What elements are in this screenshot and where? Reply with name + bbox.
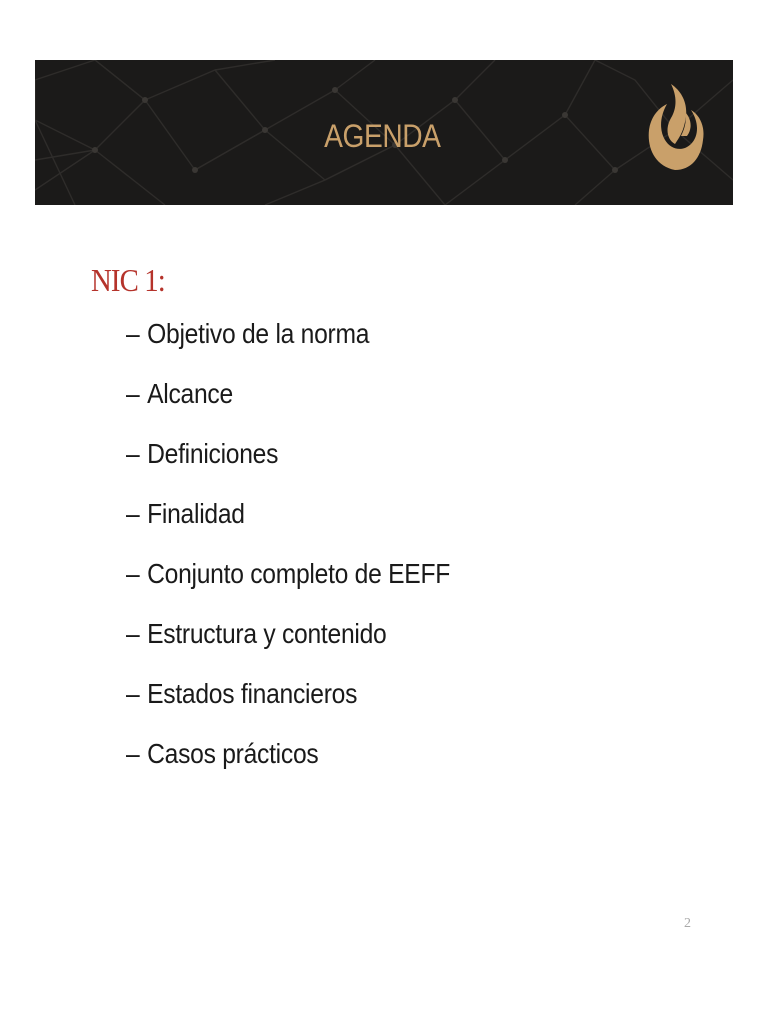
- agenda-item-label: Finalidad: [147, 498, 245, 529]
- page-number: 2: [684, 916, 691, 931]
- page-title: AGENDA: [324, 118, 441, 154]
- agenda-item-label: Estructura y contenido: [147, 618, 387, 649]
- agenda-item: [126, 676, 623, 736]
- agenda-list: [91, 316, 691, 796]
- bullet-dash: –: [126, 438, 140, 469]
- agenda-item-label: Conjunto completo de EEFF: [147, 558, 451, 589]
- agenda-item-label: Definiciones: [147, 438, 279, 469]
- banner-title-wrap: [75, 60, 689, 205]
- bullet-dash: –: [126, 378, 140, 409]
- agenda-item-label: Alcance: [147, 378, 233, 409]
- agenda-item: [126, 316, 623, 376]
- agenda-item: [126, 736, 623, 796]
- bullet-dash: –: [126, 558, 140, 589]
- section-heading: NIC 1:: [91, 262, 165, 298]
- agenda-item-label: Casos prácticos: [147, 738, 319, 769]
- bullet-dash: –: [126, 678, 140, 709]
- bullet-dash: –: [126, 738, 140, 769]
- agenda-item: [126, 376, 623, 436]
- flame-logo-icon: [645, 82, 705, 174]
- agenda-item: [126, 496, 623, 556]
- bullet-dash: –: [126, 618, 140, 649]
- agenda-item-label: Estados financieros: [147, 678, 358, 709]
- bullet-dash: –: [126, 498, 140, 529]
- agenda-item-label: Objetivo de la norma: [147, 318, 370, 349]
- agenda-item: [126, 616, 623, 676]
- header-banner: [35, 60, 733, 205]
- agenda-content: [91, 258, 691, 796]
- bullet-dash: –: [126, 318, 140, 349]
- agenda-item: [126, 436, 623, 496]
- agenda-item: [126, 556, 623, 616]
